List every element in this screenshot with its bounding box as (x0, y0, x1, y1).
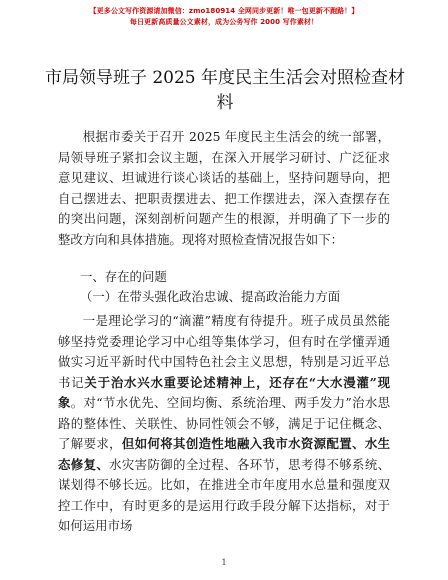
document-title: 市局领导班子 2025 年度民主生活会对照检查材料 (44, 68, 406, 113)
body-emphasis-2: 但如何将其创造性地融入我市水资源配置、水生态修复、 (58, 436, 390, 472)
intro-paragraph: 根据市委关于召开 2025 年度民主生活会的统一部署，局领导班子紧扣会议主题，在深入开展学习研讨、广泛征求意见建议、坦诚进行谈心谈话的基础上，坚持问题导向，把自己摆进去、把职责摆进去、把工作摆进去，深入查摆存在的突出问题，深刻剖析问题产生的根源，并明确了下一步的整改方向和具体措施。现将对照检查情况报告如下： (58, 129, 390, 247)
promo-banner-line-2: 每日更新高质量公文素材，成为公务写作 2000 写作素材！ (129, 18, 319, 26)
subsection-heading: （一）在带头强化政治忠诚、提高政治能力方面 (80, 289, 341, 304)
promo-banner (0, 6, 448, 28)
body-text-3: 水灾害防御的全过程、各环节，思考得不够系统、谋划得不够长远。比如，在推进全市年度用水总量和强度双控工作中，有时更多的是运用行政手段分解下达指标，对于如何运用市场 (58, 456, 391, 533)
body-text-2: 。对“节水优先、空间均衡、系统治理、两手发力”治水思路的整体性、关联性、协同性领会不够，满足于记住概念、了解要求， (58, 395, 391, 451)
page-number: 1 (221, 558, 227, 567)
section-heading: 一、存在的问题 (80, 269, 167, 284)
promo-banner-line-1: 【更多公文写作资源请加微信：zmo180914 全网同步更新！唯一包更新不跑路！】 (89, 7, 359, 15)
body-emphasis-1: 关于治水兴水重要论述精神上，还存在“大水漫灌”现象 (58, 374, 390, 410)
body-text-1: 一是理论学习的“滴灌”精度有待提升。班子成员虽然能够坚持党委理论学习中心组等集体学习，但有时在学懂弄通做实习近平新时代中国特色社会主义思想，特别是习近平总书记 (58, 313, 390, 390)
body-paragraph (58, 311, 390, 537)
